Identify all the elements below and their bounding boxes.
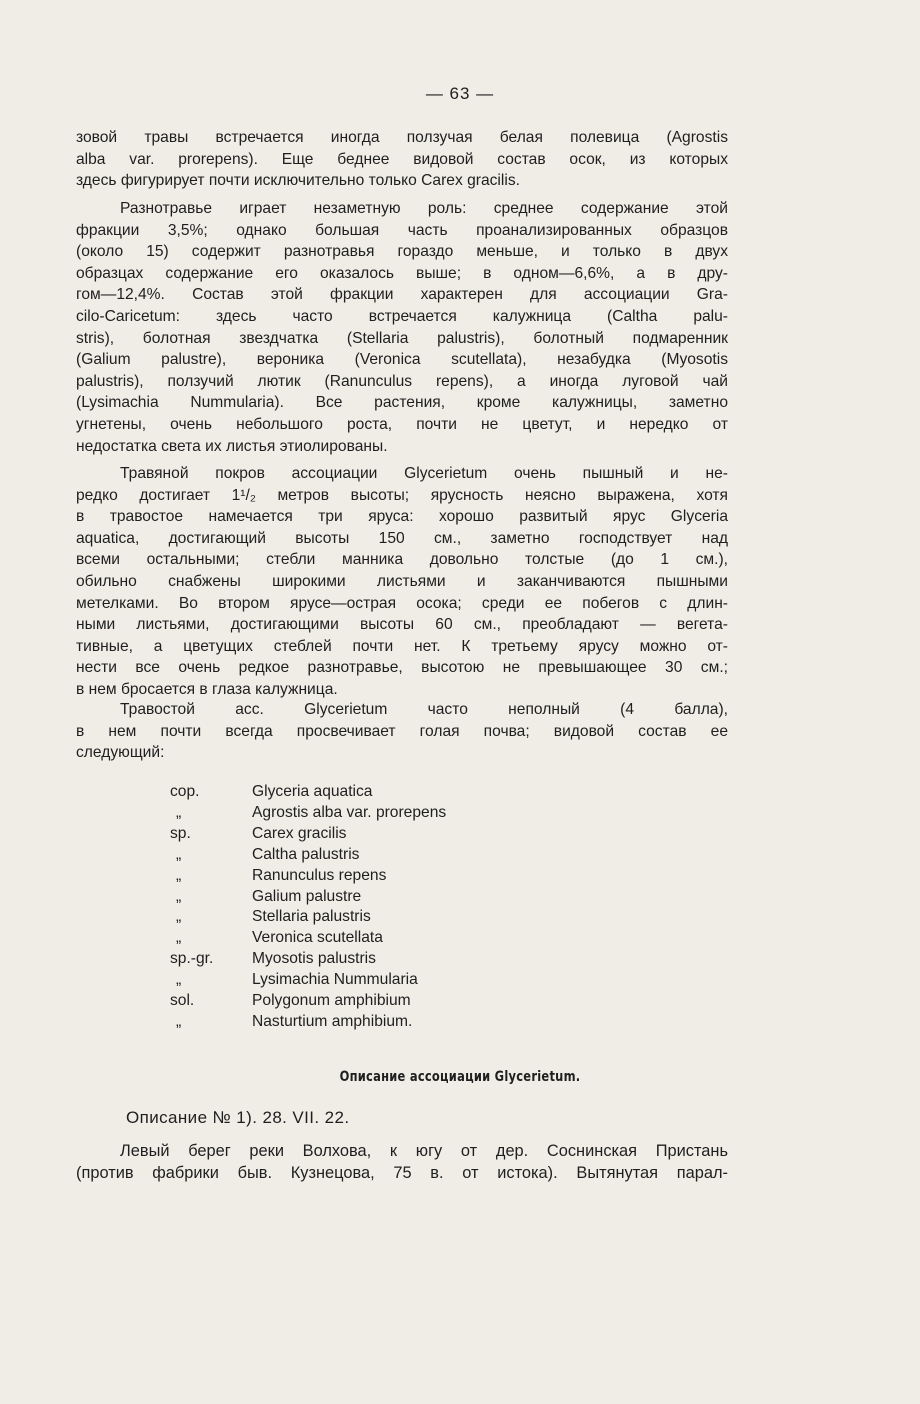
- species-name: Veronica scutellata: [252, 929, 383, 947]
- species-row: [170, 866, 446, 887]
- text-line: alba var. prorepens). Еще беднее видовой состав осок, из которых: [76, 150, 728, 168]
- text-line: palustris), ползучий лютик (Ranunculus repens), а иногда луговой чай: [76, 372, 728, 390]
- abundance-mark: sp.: [170, 824, 191, 842]
- abundance-mark: „: [176, 908, 182, 926]
- abundance-mark: cop.: [170, 783, 200, 800]
- species-name: Nasturtium amphibium.: [252, 1012, 413, 1030]
- species-row: [170, 845, 446, 866]
- species-row: [170, 949, 446, 970]
- text-line: в травостое намечается три яруса: хорошо развитый ярус Glyceria: [76, 508, 728, 526]
- text-line: следующий:: [76, 744, 165, 762]
- text-line: редко достигает 1¹/₂ метров высоты; ярусность неясно выражена, хотя: [76, 486, 728, 504]
- text-line: в нем почти всегда просвечивает голая почва; видовой состав ее: [76, 722, 728, 740]
- species-name: Polygonum amphibium: [252, 992, 411, 1010]
- text-line: здесь фигурирует почти исключительно только Carex gracilis.: [76, 172, 520, 190]
- species-row: [170, 887, 446, 908]
- stand-paragraph: [76, 699, 728, 764]
- species-row: [170, 1012, 446, 1033]
- species-row: [170, 803, 446, 824]
- text-line: недостатка света их листья этиолированы.: [76, 437, 388, 455]
- text-line: ными листьями, достигающими высоты 60 см., преобладают — вегета-: [76, 616, 728, 634]
- text-line: (против фабрики быв. Кузнецова, 75 в. от истока). Вытянутая парал-: [76, 1164, 728, 1183]
- text-line: гом—12,4%. Состав этой фракции характерен для ассоциации Gra-: [76, 286, 728, 304]
- abundance-mark: „: [176, 866, 182, 884]
- text-line: обильно снабжены широкими листьями и заканчиваются пышными: [76, 572, 728, 590]
- species-row: [170, 970, 446, 991]
- abundance-mark: „: [176, 845, 182, 863]
- section-heading: Описание ассоциации Glycerietum.: [339, 1069, 581, 1085]
- text-line: тивные, а цветущих стеблей почти нет. К третьему ярусу можно от-: [76, 637, 728, 655]
- species-row: [170, 782, 446, 803]
- text-line: aquatica, достигающий высоты 150 см., заметно господствует над: [76, 529, 728, 547]
- text-line: зовой травы встречается иногда ползучая белая полевица (Agrostis: [76, 129, 728, 146]
- abundance-mark: „: [176, 971, 182, 989]
- text-line: всеми остальными; стебли манника довольно толстые (до 1 см.),: [76, 551, 728, 569]
- abundance-mark: „: [176, 1012, 182, 1030]
- text-line: фракции 3,5%; однако большая часть проанализированных образцов: [76, 221, 728, 239]
- species-name: Agrostis alba var. prorepens: [252, 803, 447, 821]
- text-line: образцах содержание его оказалось выше; в одном—6,6%, а в дру-: [76, 264, 728, 282]
- text-line: угнетены, очень небольшого роста, почти не цветут, и нередко от: [76, 415, 728, 433]
- text-line: stris), болотная звездчатка (Stellaria palustris), болотный подмаренник: [76, 329, 728, 347]
- abundance-mark: „: [176, 803, 182, 821]
- abundance-mark: „: [176, 929, 182, 947]
- text-line: (Galium palustre), вероника (Veronica scutellata), незабудка (Myosotis: [76, 351, 728, 369]
- text-line: в нем бросается в глаза калужница.: [76, 680, 338, 698]
- description-line: Описание № 1). 28. VII. 22.: [126, 1108, 350, 1127]
- abundance-mark: sp.-gr.: [170, 950, 214, 968]
- species-name: Ranunculus repens: [252, 866, 387, 884]
- species-name: Myosotis palustris: [252, 950, 376, 968]
- species-row: [170, 907, 446, 928]
- bank-paragraph: [76, 1140, 728, 1185]
- text-line: cilo-Caricetum: здесь часто встречается калужница (Caltha palu-: [76, 307, 728, 325]
- text-line: Разнотравье играет незаметную роль: среднее содержание этой: [120, 200, 728, 217]
- species-list: [170, 782, 446, 1033]
- text-line: (Lysimachia Nummularia). Все растения, кроме калужницы, заметно: [76, 394, 728, 412]
- species-name: Carex gracilis: [252, 824, 347, 842]
- text-line: метелками. Во втором ярусе—острая осока; среди ее побегов с длин-: [76, 594, 728, 612]
- abundance-mark: sol.: [170, 992, 195, 1010]
- species-name: Stellaria palustris: [252, 908, 371, 926]
- abundance-mark: „: [176, 887, 182, 905]
- text-line: Травостой асс. Glycerietum часто неполный (4 балла),: [120, 701, 728, 718]
- species-row: [170, 824, 446, 845]
- text-line: нести все очень редкое разнотравье, высотою не превышающее 30 см.;: [76, 659, 728, 677]
- species-name: Caltha palustris: [252, 845, 360, 863]
- page-number: — 63 —: [425, 84, 495, 103]
- species-row: [170, 928, 446, 949]
- species-name: Glyceria aquatica: [252, 783, 373, 800]
- text-line: (около 15) содержит разнотравья гораздо меньше, и только в двух: [76, 243, 728, 261]
- species-name: Lysimachia Nummularia: [252, 971, 418, 989]
- intro-paragraph: [76, 127, 728, 192]
- text-line: Травяной покров ассоциации Glycerietum очень пышный и не-: [120, 465, 728, 482]
- herbs-paragraph: [76, 198, 728, 457]
- cover-paragraph: [76, 463, 728, 701]
- species-name: Galium palustre: [252, 887, 362, 905]
- text-line: Левый берег реки Волхова, к югу от дер. Соснинская Пристань: [120, 1142, 728, 1160]
- species-row: [170, 991, 446, 1012]
